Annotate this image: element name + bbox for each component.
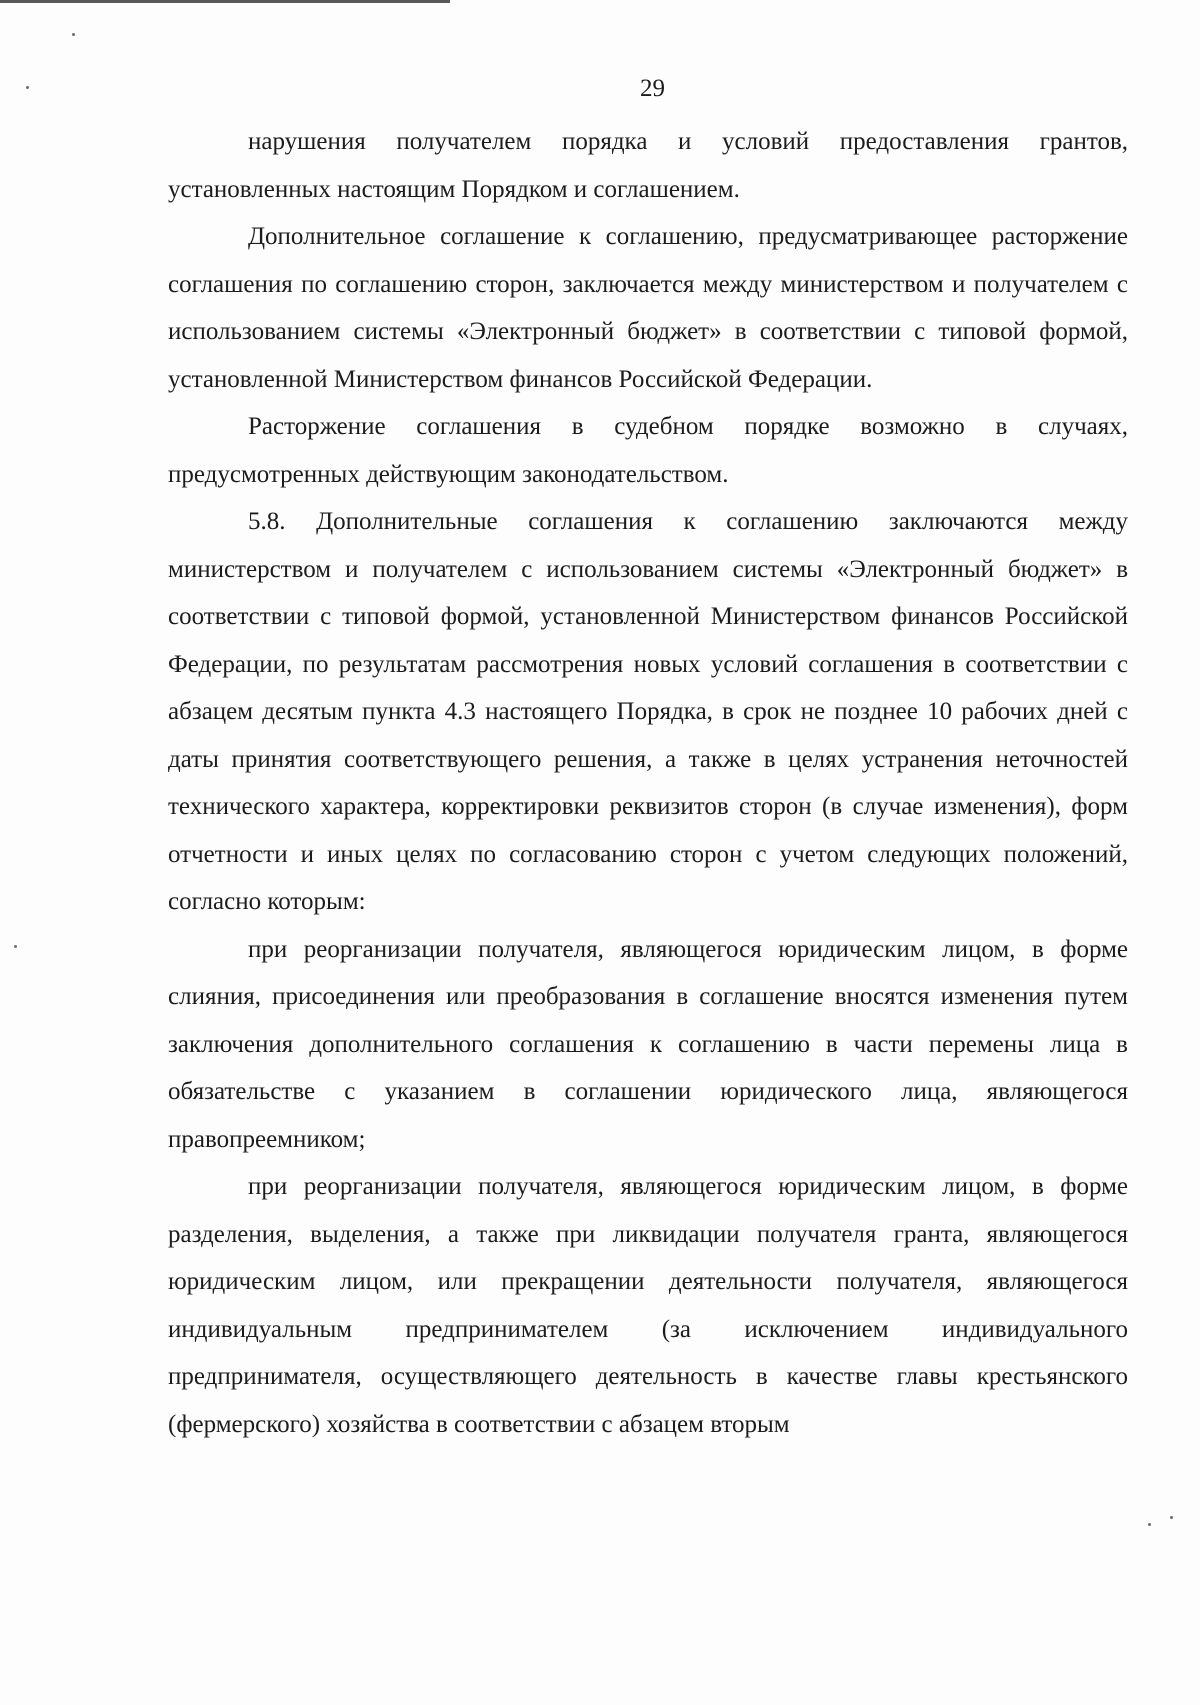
scan-speck [72,33,75,36]
scan-speck [14,945,17,948]
paragraph-3: Расторжение соглашения в судебном порядке возможно в случаях, предусмотренных действующим законодательством. [168,413,1128,488]
paragraph-6: при реорганизации получателя, являющегося юридическим лицом, в форме разделения, выделения, а также при ликвидации получателя гранта, являющегося юридическим лицом, или прекращении деятельности получателя, являющегося индивидуальным предпринимателем (за исключением индивидуального предпринимателя, осуществляющего деятельность в качестве главы крестьянского (фермерского) хозяйства в соответствии с абзацем вторым [168,1173,1128,1438]
scan-edge-line [0,0,450,3]
page-number: 29 [640,75,665,102]
paragraph-5: при реорганизации получателя, являющегося юридическим лицом, в форме слияния, присоединения или преобразования в соглашение вносятся изменения путем заключения дополнительного соглашения к соглашению в части перемены лица в обязательстве с указанием в соглашении юридического лица, являющегося правопреемником; [168,935,1128,1153]
document-body [168,118,1128,1448]
paragraph-2: Дополнительное соглашение к соглашению, предусматривающее расторжение соглашения по соглашению сторон, заключается между министерством и получателем с использованием системы «Электронный бюджет» в соответствии с типовой формой, установленной Министерством финансов Российской Федерации. [168,223,1128,393]
scan-speck [1170,1516,1173,1519]
scan-speck [1148,1523,1151,1526]
paragraph-1: нарушения получателем порядка и условий предоставления грантов, установленных настоящим Порядком и соглашением. [168,128,1128,203]
paragraph-4: 5.8. Дополнительные соглашения к соглашению заключаются между министерством и получателем с использованием системы «Электронный бюджет» в соответствии с типовой формой, установленной Министерством финансов Российской Федерации, по результатам рассмотрения новых условий соглашения в соответствии с абзацем десятым пункта 4.3 настоящего Порядка, в срок не позднее 10 рабочих дней с даты принятия соответствующего решения, а также в целях устранения неточностей технического характера, корректировки реквизитов сторон (в случае изменения), форм отчетности и иных целях по согласованию сторон с учетом следующих положений, согласно которым: [168,508,1128,915]
scan-speck [26,86,29,89]
